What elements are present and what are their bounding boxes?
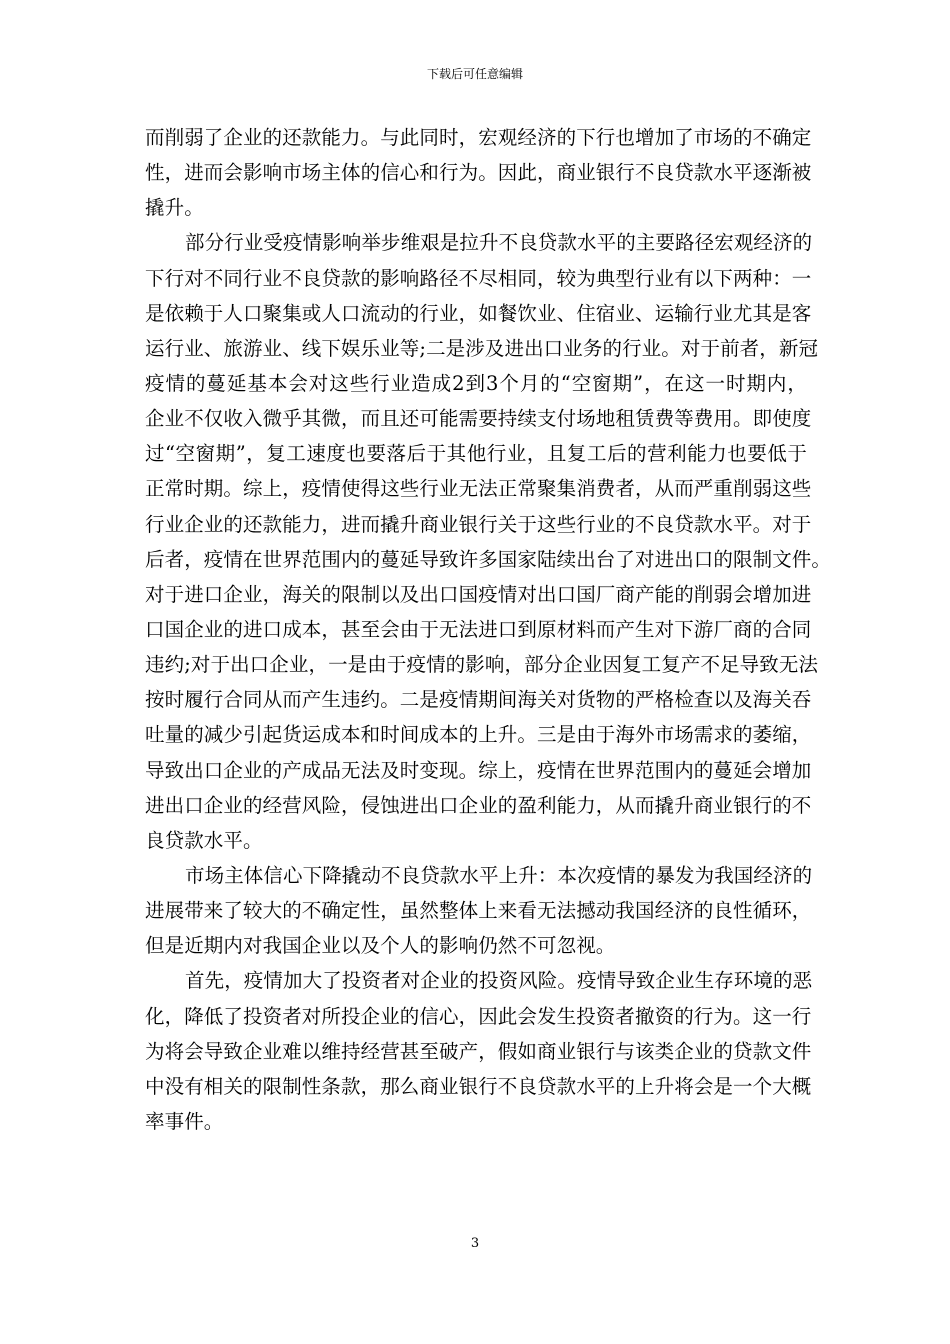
paragraph-line: 为将会导致企业难以维持经营甚至破产，假如商业银行与该类企业的贷款文件: [145, 1039, 812, 1063]
paragraph-line: 对于进口企业，海关的限制以及出口国疫情对出口国厂商产能的削弱会增加进: [145, 582, 812, 606]
paragraph-line: 是依赖于人口聚集或人口流动的行业，如餐饮业、住宿业、运输行业尤其是客: [145, 301, 812, 325]
paragraph-line: 按时履行合同从而产生违约。二是疫情期间海关对货物的严格检查以及海关吞: [145, 688, 812, 712]
paragraph: [145, 225, 832, 858]
paragraph-line: 进出口企业的经营风险，侵蚀进出口企业的盈利能力，从而撬升商业银行的不: [145, 793, 812, 817]
paragraph-line: 下行对不同行业不良贷款的影响路径不尽相同，较为典型行业有以下两种：一: [145, 266, 812, 290]
paragraph-line: 撬升。: [145, 196, 204, 220]
paragraph: [145, 120, 812, 225]
paragraph-line: 吐量的减少引起货运成本和时间成本的上升。三是由于海外市场需求的萎缩，: [145, 723, 812, 747]
paragraph-line: 首先，疫情加大了投资者对企业的投资风险。疫情导致企业生存环境的恶: [185, 969, 813, 993]
paragraph-line: 但是近期内对我国企业以及个人的影响仍然不可忽视。: [145, 934, 616, 958]
page-number: 3: [470, 1236, 480, 1251]
paragraph-line: 行业企业的还款能力，进而撬升商业银行关于这些行业的不良贷款水平。对于: [145, 512, 812, 536]
paragraph-line: 导致出口企业的产成品无法及时变现。综上，疫情在世界范围内的蔓延会增加: [145, 758, 812, 782]
paragraph-line: 率事件。: [145, 1109, 224, 1133]
document-body: [145, 120, 832, 1139]
paragraph-line: 口国企业的进口成本，甚至会由于无法进口到原材料而产生对下游厂商的合同: [145, 617, 812, 641]
paragraph-line: 进展带来了较大的不确定性，虽然整体上来看无法撼动我国经济的良性循环，: [145, 899, 812, 923]
paragraph-line: 疫情的蔓延基本会对这些行业造成2到3个月的“空窗期”，在这一时期内，: [145, 371, 807, 395]
paragraph-line: 违约;对于出口企业，一是由于疫情的影响，部分企业因复工复产不足导致无法: [145, 653, 819, 677]
paragraph-line: 后者，疫情在世界范围内的蔓延导致许多国家陆续出台了对进出口的限制文件。: [145, 547, 832, 571]
paragraph-line: 企业不仅收入微乎其微，而且还可能需要持续支付场地租赁费等费用。即使度: [145, 407, 812, 431]
paragraph-line: 性，进而会影响市场主体的信心和行为。因此，商业银行不良贷款水平逐渐被: [145, 161, 812, 185]
paragraph-line: 部分行业受疫情影响举步维艰是拉升不良贷款水平的主要路径宏观经济的: [185, 231, 813, 255]
paragraph-line: 中没有相关的限制性条款，那么商业银行不良贷款水平的上升将会是一个大概: [145, 1074, 812, 1098]
paragraph-line: 良贷款水平。: [145, 828, 263, 852]
paragraph-line: 过“空窗期”，复工速度也要落后于其他行业，且复工后的营利能力也要低于: [145, 442, 807, 466]
paragraph-line: 市场主体信心下降撬动不良贷款水平上升：本次疫情的暴发为我国经济的: [185, 863, 813, 887]
paragraph-line: 正常时期。综上，疫情使得这些行业无法正常聚集消费者，从而严重削弱这些: [145, 477, 812, 501]
page-header: 下载后可任意编辑: [426, 67, 523, 81]
paragraph-line: 运行业、旅游业、线下娱乐业等;二是涉及进出口业务的行业。对于前者，新冠: [145, 336, 819, 360]
paragraph: [145, 963, 813, 1139]
paragraph-line: 而削弱了企业的还款能力。与此同时，宏观经济的下行也增加了市场的不确定: [145, 126, 812, 149]
paragraph-line: 化，降低了投资者对所投企业的信心，因此会发生投资者撤资的行为。这一行: [145, 1004, 812, 1028]
paragraph: [145, 858, 813, 963]
